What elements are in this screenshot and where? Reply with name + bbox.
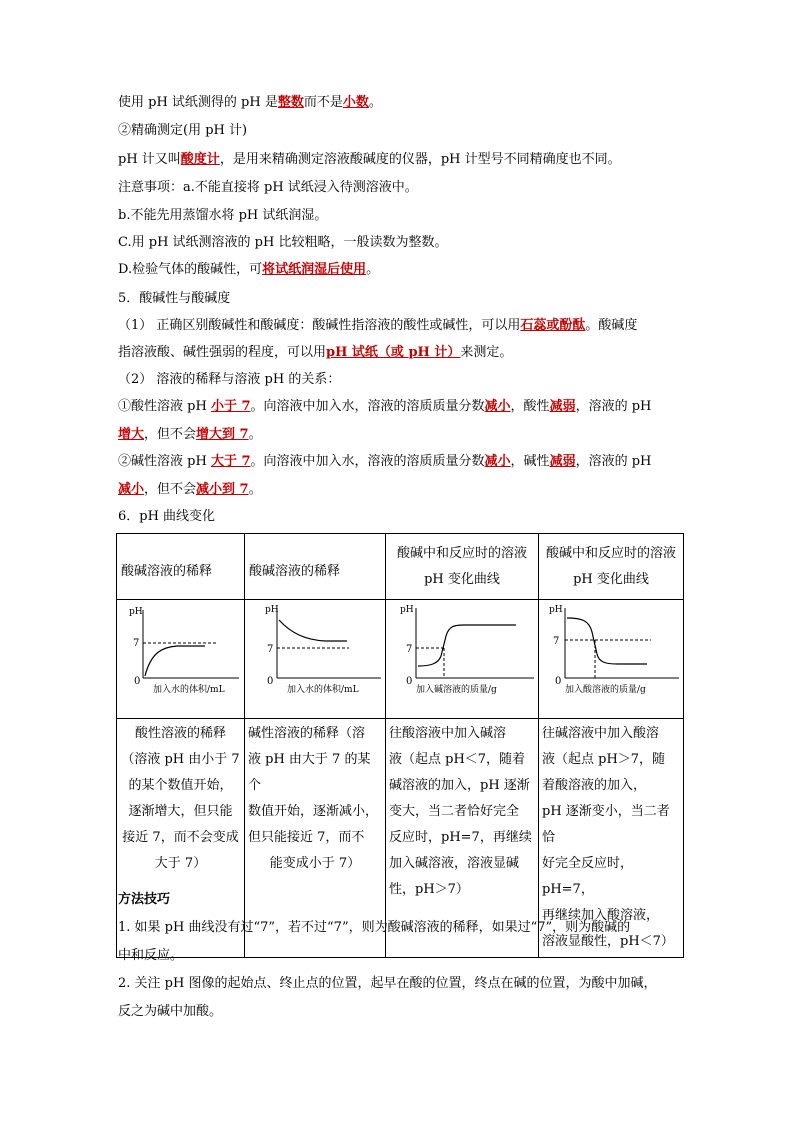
tips-title: 方法技巧 bbox=[118, 892, 171, 907]
chart-base-dilution bbox=[245, 600, 385, 708]
ph-curve bbox=[145, 646, 205, 676]
tip-2: 2. 关注 pH 图像的起始点、终止点的位置，起早在酸的位置，终点在碱的位置，为酸中加碱， bbox=[118, 976, 657, 991]
chart-acid-dilution bbox=[117, 600, 243, 708]
header-base-dilution: 酸碱溶液的稀释 bbox=[245, 534, 386, 600]
desc-acid-dilution: 酸性溶液的稀释 （溶液 pH 由小于 7 的某个数值开始， 逐渐增大，但只能 接近 7，而不会变成 大于 7） bbox=[117, 719, 245, 958]
tick-7: 7 bbox=[406, 644, 413, 655]
header-neutralization-acid-added: 酸碱中和反应时的溶液 pH 变化曲线 bbox=[539, 534, 684, 600]
line-ph-paper-integer: 使用 pH 试纸测得的 pH 是整数而不是小数。 bbox=[118, 95, 382, 110]
origin-label: 0 bbox=[555, 676, 562, 687]
desc-base-dilution: 碱性溶液的稀释（溶 液 pH 由大于 7 的某个 数值开始，逐渐减小， 但只能接近 7，而不 能变成小于 7） bbox=[245, 719, 386, 958]
line-dilution-relation: （2） 溶液的稀释与溶液 pH 的关系： bbox=[118, 372, 341, 387]
y-axis-label: pH bbox=[549, 605, 563, 615]
origin-label: 0 bbox=[406, 676, 413, 687]
ph-curve bbox=[567, 618, 647, 664]
tip-1-cont: 中和反应。 bbox=[118, 948, 184, 963]
y-axis-label: pH bbox=[265, 605, 279, 615]
header-acid-dilution: 酸碱溶液的稀释 bbox=[117, 534, 245, 600]
y-axis-label: pH bbox=[129, 607, 143, 617]
line-notes-a: 注意事项：a.不能直接将 pH 试纸浸入待测溶液中。 bbox=[118, 180, 418, 195]
origin-label: 0 bbox=[267, 676, 274, 687]
section-5-title: 5．酸碱性与酸碱度 bbox=[118, 291, 231, 306]
y-axis-label: pH bbox=[400, 605, 414, 615]
chart-neutralization-base bbox=[386, 600, 538, 708]
header-neutralization-base-added: 酸碱中和反应时的溶液 pH 变化曲线 bbox=[386, 534, 539, 600]
table-chart-row bbox=[117, 600, 684, 719]
line-notes-d: D.检验气体的酸碱性，可将试纸润湿后使用。 bbox=[118, 262, 380, 277]
section-6-title: 6．pH 曲线变化 bbox=[118, 509, 216, 524]
ph-curve bbox=[418, 625, 516, 666]
tip-1: 1. 如果 pH 曲线没有过“7”，若不过“7”，则为酸碱溶液的稀释，如果过“7”，则为酸碱的 bbox=[118, 920, 631, 935]
x-axis-label: 加入酸溶液的质量/g bbox=[565, 685, 646, 695]
chart-cell-acid-dilution bbox=[117, 600, 245, 719]
line-acidity-degree: 指溶液酸、碱性强弱的程度，可以用pH 试纸（或 pH 计）来测定。 bbox=[118, 345, 513, 360]
ph-curve-table bbox=[116, 533, 684, 958]
line-acid-base-distinguish: （1） 正确区别酸碱性和酸碱度：酸碱性指溶液的酸性或碱性，可以用石蕊或酚酞。酸碱度 bbox=[118, 318, 638, 333]
tip-2-cont: 反之为碱中加酸。 bbox=[118, 1004, 223, 1019]
line-acid-dilution-cont: 增大，但不会增大到 7。 bbox=[118, 427, 262, 442]
chart-cell-base-dilution bbox=[245, 600, 386, 719]
chart-cell-neutralization-acid bbox=[539, 600, 684, 719]
line-precise-measure: ②精确测定(用 pH 计) bbox=[118, 123, 248, 138]
line-notes-c: C.用 pH 试纸测溶液的 pH 比较粗略，一般读数为整数。 bbox=[118, 235, 448, 250]
line-base-dilution: ②碱性溶液 pH 大于 7。向溶液中加入水，溶液的溶质质量分数减小，碱性减弱，溶液的 pH bbox=[118, 454, 652, 469]
ph-curve bbox=[279, 620, 347, 641]
line-base-dilution-cont: 减小，但不会减小到 7。 bbox=[118, 482, 262, 497]
chart-neutralization-acid bbox=[539, 600, 683, 708]
line-acid-dilution: ①酸性溶液 pH 小于 7。向溶液中加入水，溶液的溶质质量分数减小，酸性减弱，溶液的 pH bbox=[118, 399, 652, 414]
x-axis-label: 加入水的体积/mL bbox=[287, 685, 359, 695]
tick-7: 7 bbox=[133, 638, 140, 649]
x-axis-label: 加入水的体积/mL bbox=[153, 685, 225, 695]
table-header-row bbox=[117, 534, 684, 600]
x-axis-label: 加入碱溶液的质量/g bbox=[416, 685, 497, 695]
chart-cell-neutralization-base bbox=[386, 600, 539, 719]
origin-label: 0 bbox=[134, 676, 141, 687]
desc-neutralization-acid: 往碱溶液中加入酸溶 液（起点 pH＞7，随 着酸溶液的加入， pH 逐渐变小，当二者恰 好完全反应时，pH=7， 再继续加入酸溶液， 溶液显酸性，pH＜7） bbox=[539, 719, 684, 958]
line-ph-meter: pH 计又叫酸度计，是用来精确测定溶液酸碱度的仪器，pH 计型号不同精确度也不同。 bbox=[118, 152, 621, 167]
tick-7: 7 bbox=[553, 636, 560, 647]
tick-7: 7 bbox=[267, 644, 274, 655]
line-notes-b: b.不能先用蒸馏水将 pH 试纸润湿。 bbox=[118, 208, 328, 223]
desc-neutralization-base: 往酸溶液中加入碱溶 液（起点 pH＜7，随着 碱溶液的加入，pH 逐渐 变大，当二者恰好完全 反应时，pH=7，再继续 加入碱溶液，溶液显碱 性，pH＞7） bbox=[386, 719, 539, 958]
